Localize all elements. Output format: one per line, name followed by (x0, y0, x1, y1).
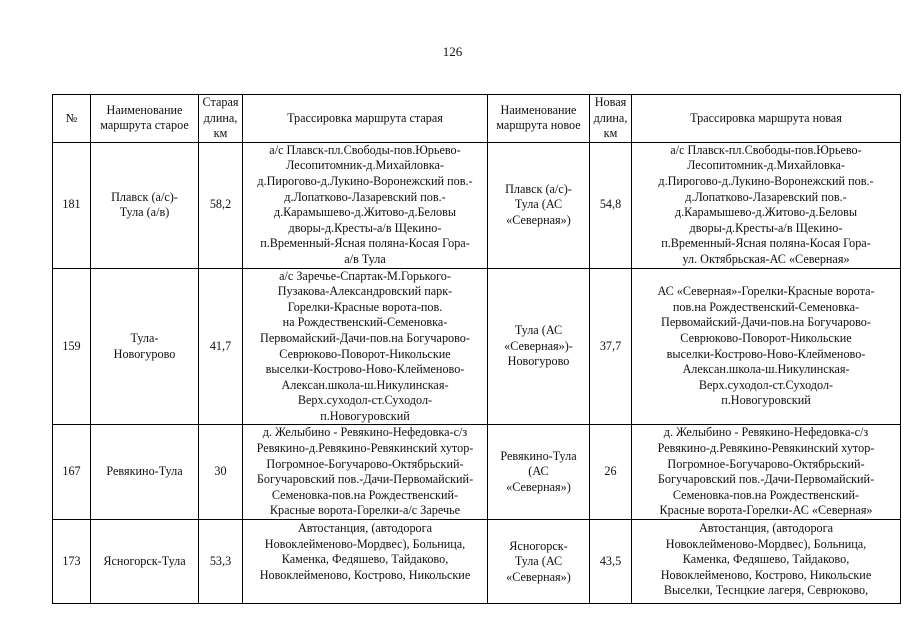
route-name-old: Ясногорск-Тула (91, 520, 199, 604)
route-trace-new: АС «Северная»-Горелки-Красные ворота- пов.на Рождественский-Семеновка- Первомайский-Дачи-пов.на Богучарово- Севрюково-Поворот-Никольские выселки-Кострово-Ново-Клейменово- Алексан.школа-ш.Никулинская- Верх.суходол-ст.Суходол- п.Новогуровский (632, 268, 901, 425)
table-row (53, 425, 901, 520)
header-trace-old: Трассировка маршрута старая (243, 95, 488, 143)
header-length-new: Новая длина, км (590, 95, 632, 143)
routes-table (52, 94, 901, 604)
route-number: 167 (53, 425, 91, 520)
header-length-old: Старая длина, км (199, 95, 243, 143)
route-length-new: 43,5 (590, 520, 632, 604)
header-trace-new: Трассировка маршрута новая (632, 95, 901, 143)
table-row (53, 520, 901, 604)
route-number: 159 (53, 268, 91, 425)
route-name-new: Ревякино-Тула (АС «Северная») (488, 425, 590, 520)
table-header-row (53, 95, 901, 143)
route-length-new: 26 (590, 425, 632, 520)
page-number: 126 (442, 44, 463, 59)
route-trace-new-text: Автостанция, (автодорога Новоклейменово-Мордвес), Больница, Каменка, Федяшево, Тайдаково, Новоклейменово, Кострово, Никольские Выселки, Теснцкие лагеря, Севрюково, (660, 521, 872, 598)
route-name-new: Тула (АС «Северная»)- Новогурово (488, 268, 590, 425)
route-trace-old (243, 520, 488, 604)
route-length-old: 53,3 (199, 520, 243, 604)
route-length-old: 41,7 (199, 268, 243, 425)
route-name-new: Ясногорск- Тула (АС «Северная») (488, 520, 590, 604)
route-name-old: Тула- Новогурово (91, 268, 199, 425)
table-row (53, 268, 901, 425)
route-number: 173 (53, 520, 91, 604)
route-length-new: 54,8 (590, 142, 632, 268)
route-name-old: Плавск (а/с)- Тула (а/в) (91, 142, 199, 268)
route-trace-old: а/с Заречье-Спартак-М.Горького- Пузакова-Александровский парк- Горелки-Красные ворота-пов. на Рождественский-Семеновка- Первомайский-Дачи-пов.на Богучарово- Севрюково-Поворот-Никольские выселки-Кострово-Ново-Клейменово- Алексан.школа-ш.Никулинская- Верх.суходол-ст.Суходол- п.Новогуровский (243, 268, 488, 425)
route-trace-new: д. Желыбино - Ревякино-Нефедовка-с/з Ревякино-д.Ревякино-Ревякинский хутор- Погромное-Богучарово-Октябрьский- Богучаровский пов.-Дачи-Первомайский- Семеновка-пов.на Рождественский- Красные ворота-Горелки-АС «Северная» (632, 425, 901, 520)
route-length-old: 30 (199, 425, 243, 520)
route-length-new: 37,7 (590, 268, 632, 425)
route-trace-old-text: Автостанция, (автодорога Новоклейменово-Мордвес), Больница, Каменка, Федяшево, Тайдаково, Новоклейменово, Кострово, Никольские (259, 521, 471, 582)
header-name-old: Наименование маршрута старое (91, 95, 199, 143)
route-name-new: Плавск (а/с)- Тула (АС «Северная») (488, 142, 590, 268)
header-num: № (53, 95, 91, 143)
route-trace-old: а/с Плавск-пл.Свободы-пов.Юрьево- Лесопитомник-д.Михайловка- д.Пирогово-д.Лукино-Воронежский пов.- д.Лопатково-Лазаревский пов.- д.Карамышево-д.Житово-д.Беловы дворы-д.Кресты-а/в Щекино- п.Временный-Ясная поляна-Косая Гора- а/в Тула (243, 142, 488, 268)
route-length-old: 58,2 (199, 142, 243, 268)
route-trace-old: д. Желыбино - Ревякино-Нефедовка-с/з Ревякино-д.Ревякино-Ревякинский хутор- Погромное-Богучарово-Октябрьский- Богучаровский пов.-Дачи-Первомайский- Семеновка-пов.на Рождественский- Красные ворота-Горелки-а/с Заречье (243, 425, 488, 520)
table-row (53, 142, 901, 268)
route-trace-new (632, 520, 901, 604)
header-name-new: Наименование маршрута новое (488, 95, 590, 143)
route-name-old: Ревякино-Тула (91, 425, 199, 520)
route-trace-new: а/с Плавск-пл.Свободы-пов.Юрьево- Лесопитомник-д.Михайловка- д.Пирогово-д.Лукино-Воронежский пов.- д.Лопатково-Лазаревский пов.- д.Карамышево-д.Житово-д.Беловы дворы-д.Кресты-а/в Щекино- п.Временный-Ясная поляна-Косая Гора- ул. Октябрьская-АС «Северная» (632, 142, 901, 268)
route-number: 181 (53, 142, 91, 268)
